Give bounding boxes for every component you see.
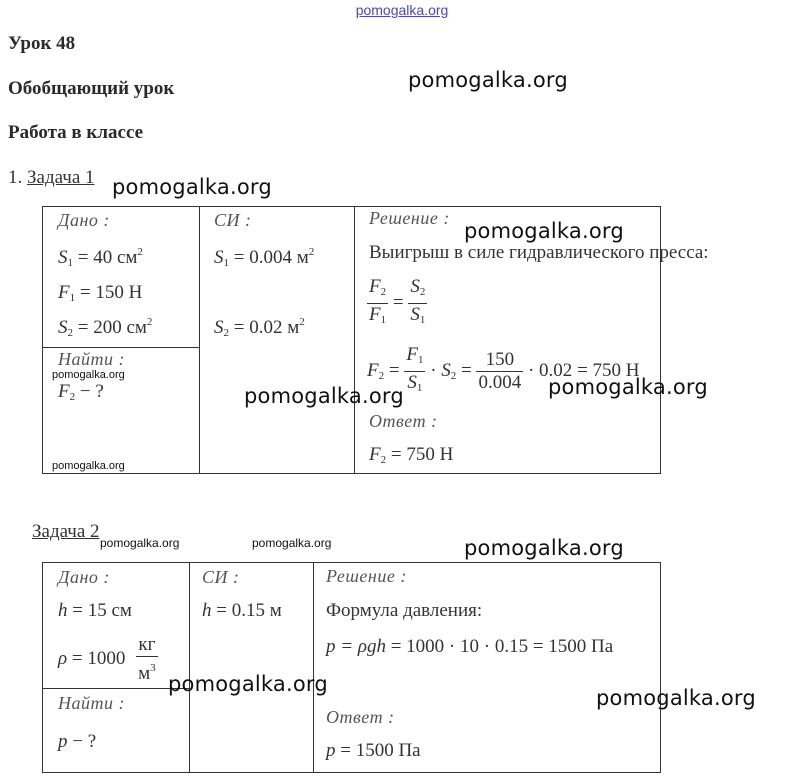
task1-solution-label: Решение : [369, 208, 450, 228]
watermark-small-1: pomogalka.org [52, 369, 125, 381]
task2-title: Задача 2 [32, 521, 100, 542]
task2-given-h: h = 15 см [58, 600, 132, 621]
task1-number: 1. [8, 167, 23, 188]
task2-divider-1 [189, 562, 190, 773]
watermark-6: pomogalka.org [464, 536, 624, 560]
task1-given-f1: $F_1 = 150$ Н [58, 282, 143, 304]
task2-given-label: Дано : [58, 567, 110, 587]
section-title: Работа в классе [8, 122, 144, 143]
task2-solution-text: Формула давления: [326, 600, 483, 621]
task1-ratio-formula: $\frac{F_2}{F_1}$ = $\frac{S_2}{S_1}$ [369, 276, 426, 326]
lesson-title: Урок 48 [8, 33, 76, 54]
task1-divider-h [42, 347, 200, 348]
task1-answer-label: Ответ : [369, 411, 438, 431]
task1-divider-2 [354, 206, 355, 474]
task2-answer: p = 1500 Па [326, 740, 421, 761]
task1-solution-text: Выигрыш в силе гидравлического пресса: [369, 242, 709, 263]
watermark-4: pomogalka.org [244, 384, 404, 408]
task2-solution-label: Решение : [326, 566, 407, 586]
lesson-subtitle: Обобщающий урок [8, 78, 175, 99]
watermark-3: pomogalka.org [464, 219, 624, 243]
task1-si-s2: $S_2 = 0.02$ $м^2$ [214, 316, 305, 339]
task1-calc-formula: $F_2$ = $\frac{F_1}{S_1}$ · $S_2$ = $\frac{150}{0.004}$ · 0.02 = 750 Н [367, 344, 640, 394]
task1-given-s2: $S_2 = 200$ $см^2$ [58, 316, 153, 339]
task1-find: $F_2$ − ? [58, 381, 104, 403]
task2-si-label: СИ : [202, 567, 240, 587]
watermark-small-3: pomogalka.org [100, 536, 180, 550]
task2-given-rho: ρ = 1000 $\frac{кг}{м^3}$ [58, 634, 156, 684]
task2-find: p − ? [58, 731, 97, 752]
top-watermark: pomogalka.org [355, 2, 449, 18]
task2-answer-label: Ответ : [326, 707, 395, 727]
task1-answer: $F_2 = 750$ Н [369, 444, 454, 466]
watermark-small-2: pomogalka.org [52, 460, 125, 472]
watermark-5: pomogalka.org [548, 375, 708, 399]
watermark-8: pomogalka.org [596, 686, 756, 710]
task1-si-label: СИ : [214, 210, 252, 230]
task2-find-label: Найти : [58, 693, 125, 713]
task1-given-label: Дано : [58, 210, 110, 230]
task2-formula: p = ρgh = 1000 · 10 · 0.15 = 1500 Па [326, 636, 614, 657]
watermark-2: pomogalka.org [112, 175, 272, 199]
watermark-small-4: pomogalka.org [252, 536, 332, 550]
watermark-7: pomogalka.org [168, 672, 328, 696]
task2-si-h: h = 0.15 м [202, 600, 282, 621]
task2-divider-2 [313, 562, 314, 773]
task1-heading [8, 167, 95, 189]
task1-si-s1: $S_1 = 0.004$ $м^2$ [214, 246, 315, 269]
watermark-1: pomogalka.org [408, 68, 568, 92]
task1-divider-1 [199, 206, 200, 474]
task1-title: Задача 1 [27, 167, 95, 188]
task1-find-label: Найти : [58, 349, 125, 369]
task1-given-s1: $S_1 = 40$ $см^2$ [58, 246, 143, 269]
